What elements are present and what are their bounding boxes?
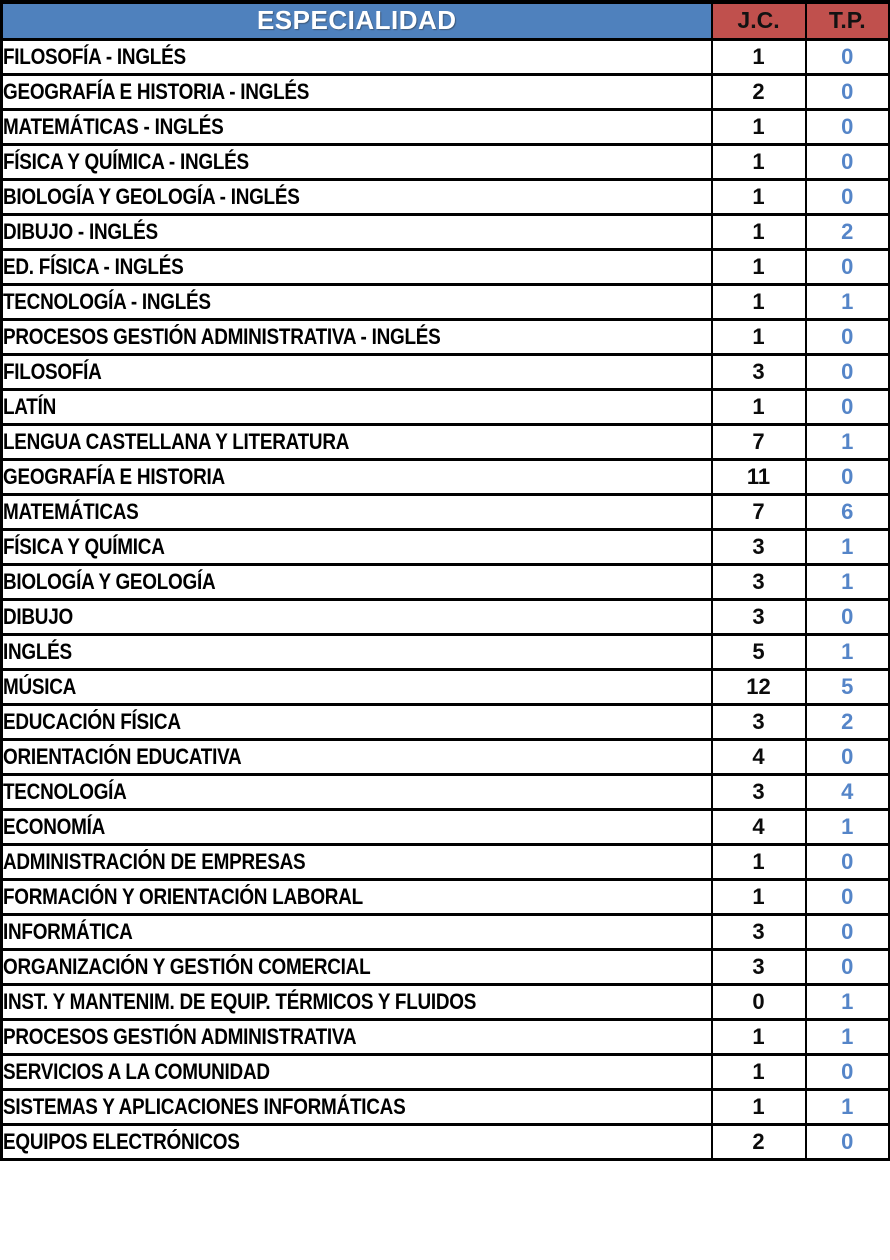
jc-value-cell: 12 bbox=[712, 669, 806, 704]
specialty-name-label: INFORMÁTICA bbox=[3, 918, 133, 944]
jc-value-cell: 1 bbox=[712, 1019, 806, 1054]
specialty-name-label: MÚSICA bbox=[3, 673, 77, 699]
jc-value-cell: 3 bbox=[712, 354, 806, 389]
specialty-name-cell bbox=[2, 844, 712, 879]
jc-value-cell: 1 bbox=[712, 144, 806, 179]
specialty-name-cell bbox=[2, 529, 712, 564]
specialty-name-label: TECNOLOGÍA bbox=[3, 778, 127, 804]
table-row bbox=[2, 879, 890, 914]
jc-value-cell: 2 bbox=[712, 1124, 806, 1159]
specialty-name-label: PROCESOS GESTIÓN ADMINISTRATIVA - INGLÉS bbox=[3, 323, 441, 349]
specialty-name-label: ORIENTACIÓN EDUCATIVA bbox=[3, 743, 242, 769]
specialty-name-cell bbox=[2, 424, 712, 459]
jc-value-cell: 3 bbox=[712, 704, 806, 739]
tp-value-cell: 0 bbox=[806, 1054, 890, 1089]
specialty-name-label: EDUCACIÓN FÍSICA bbox=[3, 708, 181, 734]
jc-value-cell: 3 bbox=[712, 949, 806, 984]
specialty-name-cell bbox=[2, 774, 712, 809]
specialty-name-cell bbox=[2, 984, 712, 1019]
specialty-name-cell bbox=[2, 354, 712, 389]
tp-value-cell: 0 bbox=[806, 39, 890, 74]
tp-value-cell: 1 bbox=[806, 1089, 890, 1124]
specialty-name-cell bbox=[2, 564, 712, 599]
specialty-name-cell bbox=[2, 949, 712, 984]
tp-value-cell: 1 bbox=[806, 809, 890, 844]
specialty-name-label: EQUIPOS ELECTRÓNICOS bbox=[3, 1128, 240, 1154]
specialty-name-cell bbox=[2, 179, 712, 214]
specialty-name-label: LENGUA CASTELLANA Y LITERATURA bbox=[3, 428, 350, 454]
specialty-name-cell bbox=[2, 319, 712, 354]
specialty-name-cell bbox=[2, 144, 712, 179]
table-row bbox=[2, 914, 890, 949]
table-body bbox=[2, 39, 890, 1159]
jc-value-cell: 1 bbox=[712, 389, 806, 424]
tp-value-cell: 1 bbox=[806, 424, 890, 459]
jc-value-cell: 1 bbox=[712, 214, 806, 249]
tp-value-cell: 0 bbox=[806, 354, 890, 389]
table-row bbox=[2, 319, 890, 354]
specialty-name-cell bbox=[2, 494, 712, 529]
table-row bbox=[2, 424, 890, 459]
specialty-name-label: SISTEMAS Y APLICACIONES INFORMÁTICAS bbox=[3, 1093, 406, 1119]
tp-value-cell: 0 bbox=[806, 319, 890, 354]
table-row bbox=[2, 774, 890, 809]
specialty-name-label: GEOGRAFÍA E HISTORIA - INGLÉS bbox=[3, 78, 310, 104]
jc-value-cell: 3 bbox=[712, 774, 806, 809]
specialty-name-cell bbox=[2, 669, 712, 704]
specialty-name-label: BIOLOGÍA Y GEOLOGÍA bbox=[3, 568, 216, 594]
jc-value-cell: 1 bbox=[712, 39, 806, 74]
tp-value-cell: 0 bbox=[806, 1124, 890, 1159]
jc-value-cell: 1 bbox=[712, 249, 806, 284]
tp-value-cell: 0 bbox=[806, 74, 890, 109]
specialty-name-label: DIBUJO - INGLÉS bbox=[3, 218, 158, 244]
specialty-name-label: PROCESOS GESTIÓN ADMINISTRATIVA bbox=[3, 1023, 357, 1049]
table-row bbox=[2, 459, 890, 494]
jc-value-cell: 0 bbox=[712, 984, 806, 1019]
specialty-name-label: ORGANIZACIÓN Y GESTIÓN COMERCIAL bbox=[3, 953, 371, 979]
specialty-name-cell bbox=[2, 249, 712, 284]
specialty-name-label: GEOGRAFÍA E HISTORIA bbox=[3, 463, 225, 489]
jc-value-cell: 5 bbox=[712, 634, 806, 669]
specialty-name-label: SERVICIOS A LA COMUNIDAD bbox=[3, 1058, 270, 1084]
specialty-name-label: INGLÉS bbox=[3, 638, 72, 664]
specialty-name-cell bbox=[2, 1124, 712, 1159]
specialty-name-cell bbox=[2, 809, 712, 844]
tp-value-cell: 1 bbox=[806, 634, 890, 669]
tp-value-cell: 5 bbox=[806, 669, 890, 704]
tp-value-cell: 1 bbox=[806, 564, 890, 599]
column-header-tp: T.P. bbox=[806, 2, 890, 39]
jc-value-cell: 4 bbox=[712, 809, 806, 844]
table-row bbox=[2, 739, 890, 774]
table-row bbox=[2, 1054, 890, 1089]
jc-value-cell: 1 bbox=[712, 1089, 806, 1124]
tp-value-cell: 6 bbox=[806, 494, 890, 529]
specialty-name-label: FORMACIÓN Y ORIENTACIÓN LABORAL bbox=[3, 883, 363, 909]
specialty-name-cell bbox=[2, 914, 712, 949]
specialty-name-cell bbox=[2, 599, 712, 634]
tp-value-cell: 0 bbox=[806, 914, 890, 949]
table-row bbox=[2, 144, 890, 179]
column-header-jc: J.C. bbox=[712, 2, 806, 39]
specialty-name-label: FILOSOFÍA - INGLÉS bbox=[3, 43, 186, 69]
specialty-name-cell bbox=[2, 109, 712, 144]
tp-value-cell: 1 bbox=[806, 284, 890, 319]
specialty-name-label: ADMINISTRACIÓN DE EMPRESAS bbox=[3, 848, 306, 874]
jc-value-cell: 1 bbox=[712, 179, 806, 214]
table-row bbox=[2, 529, 890, 564]
specialty-name-cell bbox=[2, 39, 712, 74]
jc-value-cell: 1 bbox=[712, 319, 806, 354]
tp-value-cell: 2 bbox=[806, 214, 890, 249]
table-header-row bbox=[2, 2, 890, 39]
specialty-name-label: ECONOMÍA bbox=[3, 813, 106, 839]
jc-value-cell: 3 bbox=[712, 529, 806, 564]
specialty-name-cell bbox=[2, 284, 712, 319]
tp-value-cell: 0 bbox=[806, 949, 890, 984]
specialty-name-label: TECNOLOGÍA - INGLÉS bbox=[3, 288, 211, 314]
jc-value-cell: 3 bbox=[712, 914, 806, 949]
table-row bbox=[2, 284, 890, 319]
jc-value-cell: 7 bbox=[712, 494, 806, 529]
specialty-name-cell bbox=[2, 879, 712, 914]
jc-value-cell: 11 bbox=[712, 459, 806, 494]
tp-value-cell: 0 bbox=[806, 144, 890, 179]
jc-value-cell: 4 bbox=[712, 739, 806, 774]
table-row bbox=[2, 109, 890, 144]
table-row bbox=[2, 634, 890, 669]
tp-value-cell: 1 bbox=[806, 984, 890, 1019]
table-row bbox=[2, 809, 890, 844]
tp-value-cell: 0 bbox=[806, 179, 890, 214]
jc-value-cell: 1 bbox=[712, 1054, 806, 1089]
specialty-name-cell bbox=[2, 1054, 712, 1089]
specialty-name-cell bbox=[2, 1019, 712, 1054]
tp-value-cell: 0 bbox=[806, 459, 890, 494]
specialty-name-cell bbox=[2, 739, 712, 774]
table-row bbox=[2, 949, 890, 984]
tp-value-cell: 0 bbox=[806, 389, 890, 424]
specialty-name-cell bbox=[2, 459, 712, 494]
table-row bbox=[2, 494, 890, 529]
specialty-name-label: DIBUJO bbox=[3, 603, 73, 629]
tp-value-cell: 1 bbox=[806, 1019, 890, 1054]
tp-value-cell: 0 bbox=[806, 844, 890, 879]
table-row bbox=[2, 669, 890, 704]
table-row bbox=[2, 1019, 890, 1054]
specialty-name-label: MATEMÁTICAS - INGLÉS bbox=[3, 113, 224, 139]
table-row bbox=[2, 74, 890, 109]
tp-value-cell: 2 bbox=[806, 704, 890, 739]
specialty-name-label: INST. Y MANTENIM. DE EQUIP. TÉRMICOS Y FLUIDOS bbox=[3, 988, 477, 1014]
tp-value-cell: 1 bbox=[806, 529, 890, 564]
tp-value-cell: 0 bbox=[806, 249, 890, 284]
specialty-name-label: LATÍN bbox=[3, 393, 57, 419]
specialty-name-label: ED. FÍSICA - INGLÉS bbox=[3, 253, 184, 279]
table-row bbox=[2, 984, 890, 1019]
specialty-name-cell bbox=[2, 634, 712, 669]
tp-value-cell: 0 bbox=[806, 739, 890, 774]
specialty-name-label: BIOLOGÍA Y GEOLOGÍA - INGLÉS bbox=[3, 183, 300, 209]
tp-value-cell: 0 bbox=[806, 599, 890, 634]
specialty-name-cell bbox=[2, 704, 712, 739]
table-row bbox=[2, 214, 890, 249]
tp-value-cell: 0 bbox=[806, 879, 890, 914]
specialty-name-cell bbox=[2, 74, 712, 109]
jc-value-cell: 1 bbox=[712, 879, 806, 914]
table-row bbox=[2, 1124, 890, 1159]
jc-value-cell: 7 bbox=[712, 424, 806, 459]
specialty-name-label: FILOSOFÍA bbox=[3, 358, 102, 384]
jc-value-cell: 1 bbox=[712, 109, 806, 144]
specialty-name-label: FÍSICA Y QUÍMICA - INGLÉS bbox=[3, 148, 249, 174]
jc-value-cell: 1 bbox=[712, 284, 806, 319]
specialty-name-label: MATEMÁTICAS bbox=[3, 498, 139, 524]
tp-value-cell: 0 bbox=[806, 109, 890, 144]
table-row bbox=[2, 564, 890, 599]
specialty-name-cell bbox=[2, 214, 712, 249]
table-row bbox=[2, 704, 890, 739]
specialty-name-cell bbox=[2, 389, 712, 424]
table-row bbox=[2, 844, 890, 879]
jc-value-cell: 3 bbox=[712, 564, 806, 599]
jc-value-cell: 2 bbox=[712, 74, 806, 109]
jc-value-cell: 1 bbox=[712, 844, 806, 879]
table-row bbox=[2, 354, 890, 389]
specialty-name-label: FÍSICA Y QUÍMICA bbox=[3, 533, 165, 559]
table-row bbox=[2, 179, 890, 214]
table-row bbox=[2, 39, 890, 74]
table-row bbox=[2, 1089, 890, 1124]
table-row bbox=[2, 599, 890, 634]
specialty-name-cell bbox=[2, 1089, 712, 1124]
table-row bbox=[2, 389, 890, 424]
tp-value-cell: 4 bbox=[806, 774, 890, 809]
table-row bbox=[2, 249, 890, 284]
column-header-especialidad: ESPECIALIDAD bbox=[2, 2, 712, 39]
jc-value-cell: 3 bbox=[712, 599, 806, 634]
